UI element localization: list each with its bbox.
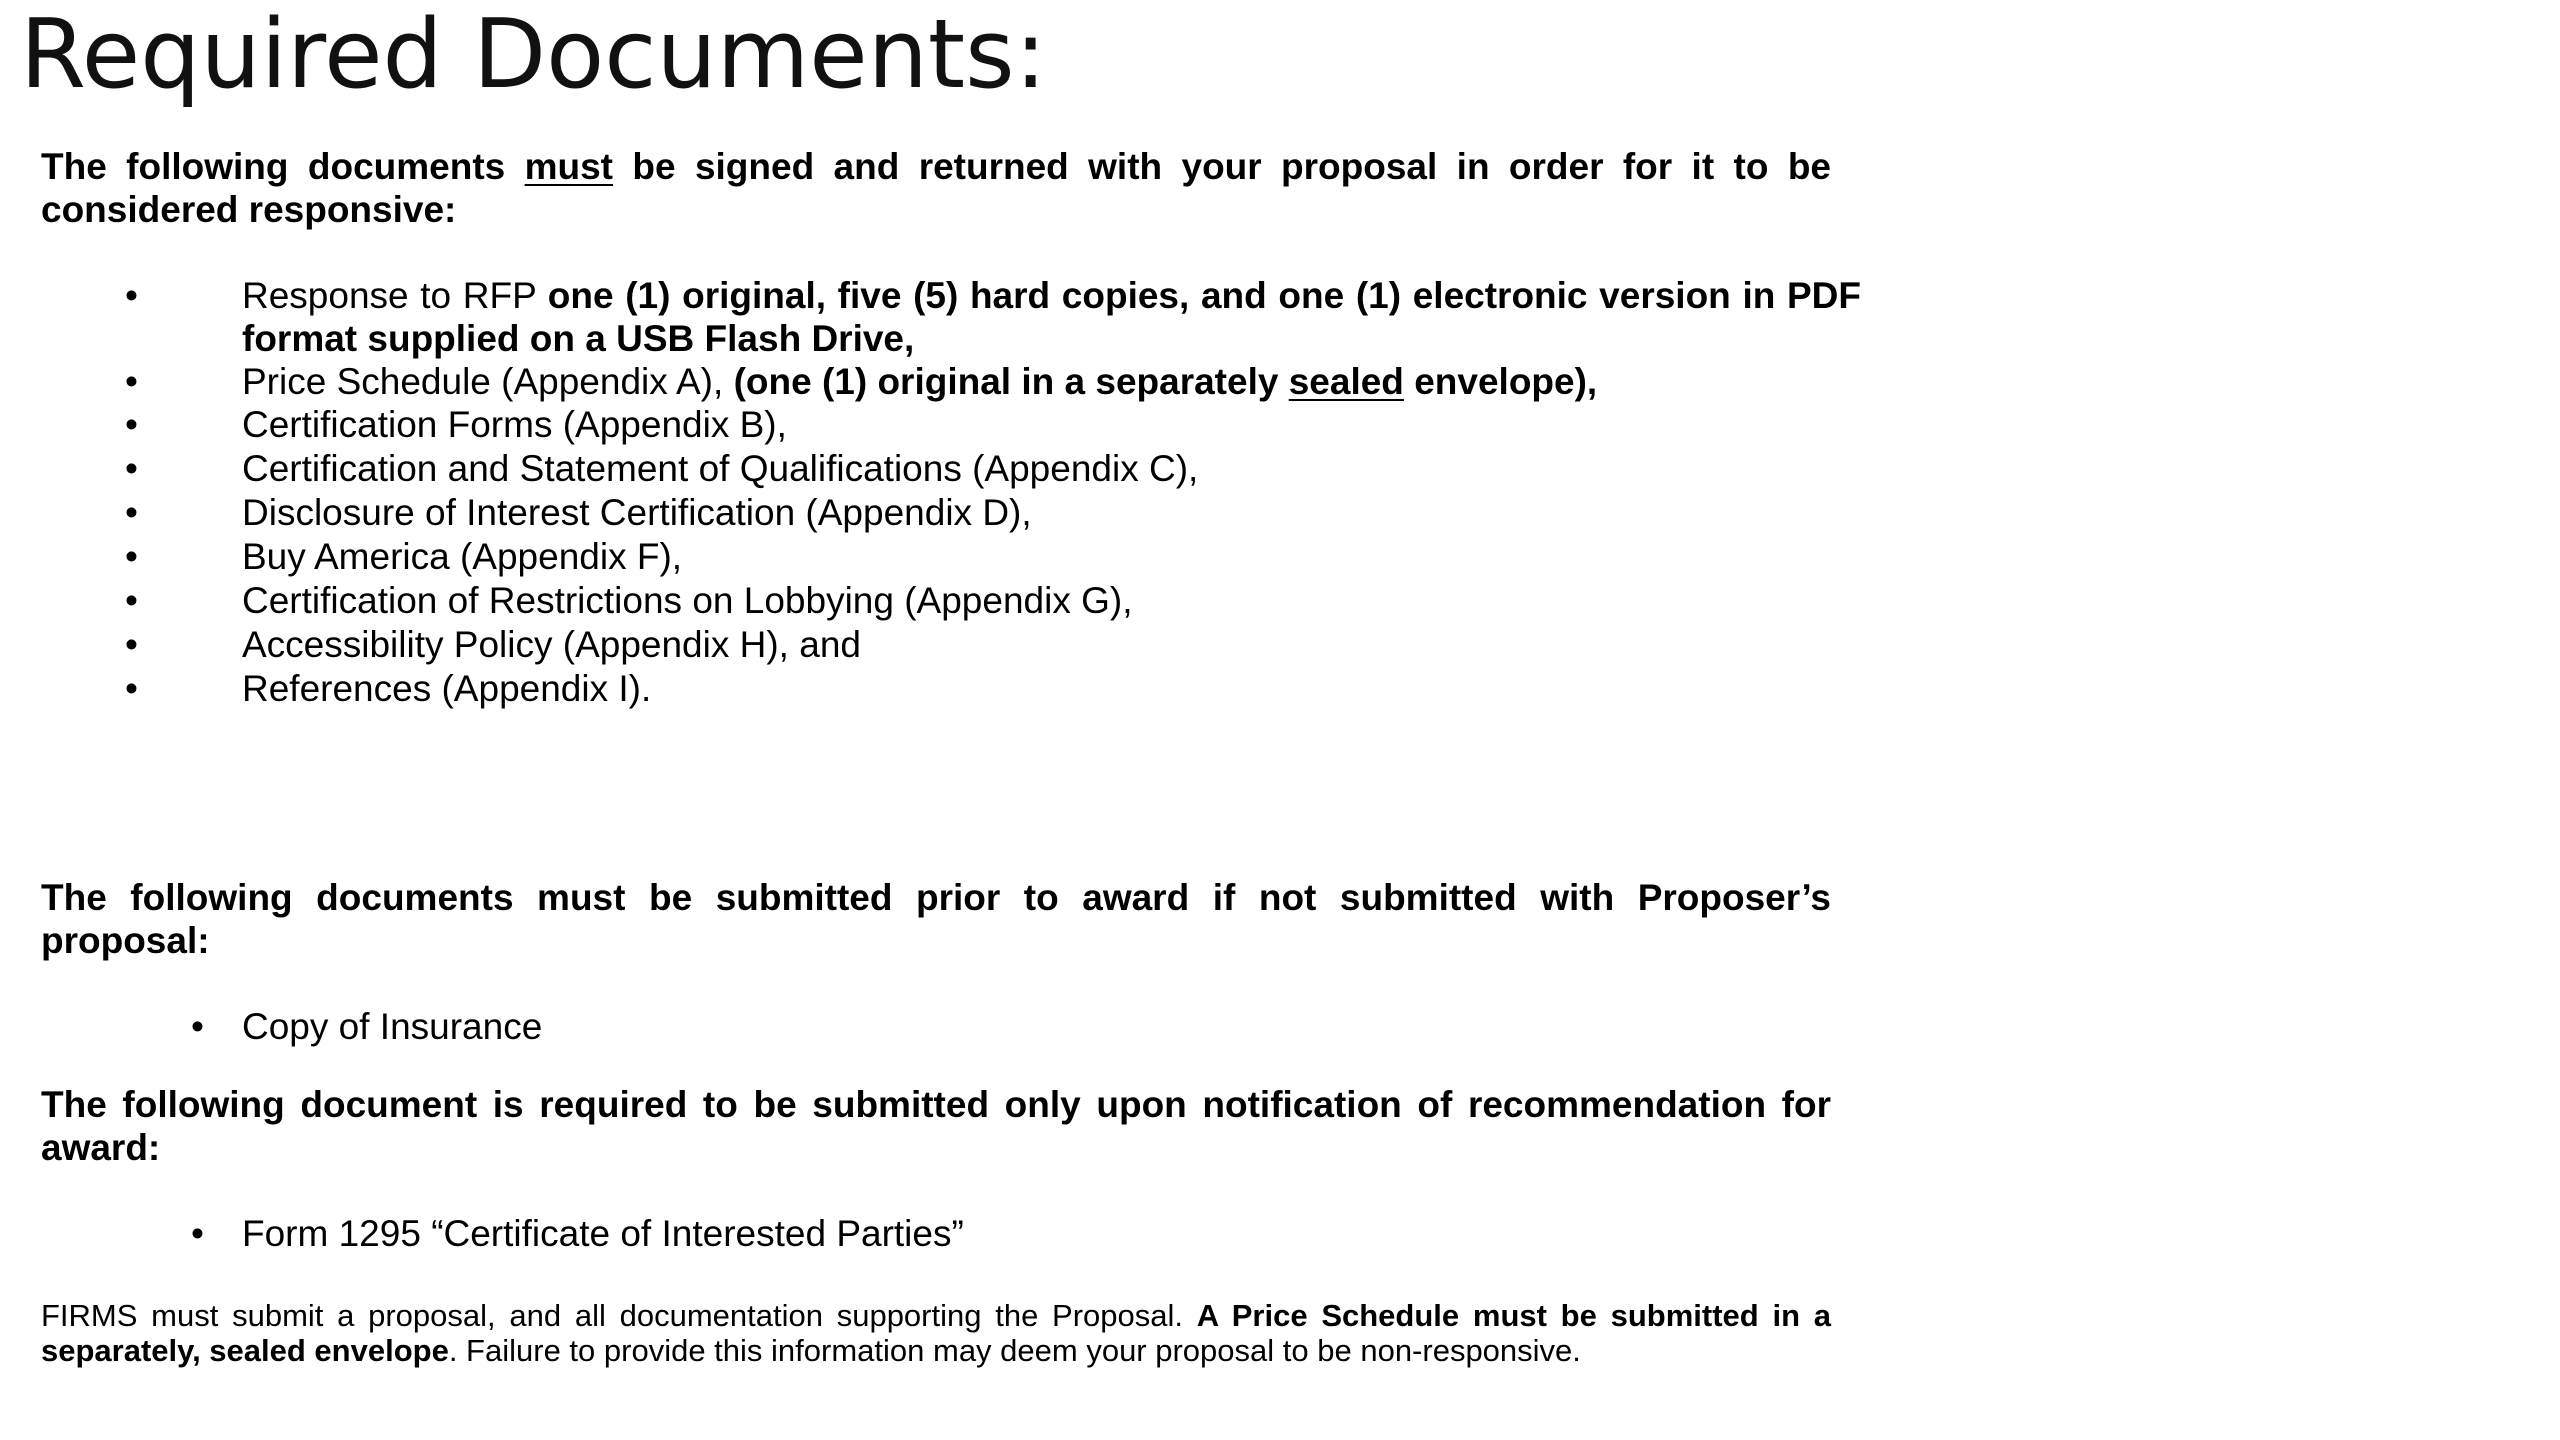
bullet-icon: • bbox=[125, 624, 138, 665]
list-item bbox=[41, 447, 1861, 490]
list-item bbox=[41, 535, 1861, 578]
section1-intro bbox=[41, 145, 1831, 231]
item1-plain: Response to RFP bbox=[242, 275, 548, 316]
list-item-text: Accessibility Policy (Appendix H), and bbox=[242, 624, 861, 665]
item1-bold: one (1) original, five (5) hard copies, and one (1) electronic version in PDF format supplied on a USB Flash Drive, bbox=[242, 275, 1861, 359]
bullet-icon: • bbox=[125, 492, 138, 533]
list-item bbox=[41, 623, 1861, 666]
list-item-text: Form 1295 “Certificate of Interested Parties” bbox=[242, 1213, 964, 1254]
list-item-text: Copy of Insurance bbox=[242, 1006, 543, 1047]
item2-bold-after: envelope), bbox=[1403, 361, 1598, 402]
item2-bold-sealed: sealed bbox=[1288, 361, 1404, 402]
bullet-icon: • bbox=[191, 1213, 204, 1254]
section2-intro: The following documents must be submitted prior to award if not submitted with Proposer’s proposal: bbox=[41, 877, 1831, 961]
list-item-text: Disclosure of Interest Certification (Appendix D), bbox=[242, 492, 1032, 533]
slide-title: Required Documents: bbox=[20, 0, 1047, 110]
document-body bbox=[41, 145, 1861, 1399]
section3 bbox=[41, 1083, 1831, 1255]
bullet-icon: • bbox=[125, 536, 138, 577]
section2 bbox=[41, 876, 1831, 1048]
bullet-icon: • bbox=[125, 668, 138, 709]
list-item-text: Buy America (Appendix F), bbox=[242, 536, 683, 577]
bullet-icon: • bbox=[125, 448, 138, 489]
bullet-icon: • bbox=[125, 580, 138, 621]
section3-intro: The following document is required to be submitted only upon notification of recommendation for award: bbox=[41, 1084, 1831, 1168]
item2-bold-before: (one (1) original in a separately bbox=[733, 361, 1289, 402]
list-item bbox=[41, 579, 1861, 622]
footer-bold: A Price Schedule must be submitted in a separately, sealed envelope bbox=[41, 1298, 1831, 1368]
list-item bbox=[41, 1212, 1831, 1255]
pre-award-list bbox=[41, 1005, 1831, 1048]
notification-list bbox=[41, 1212, 1831, 1255]
bullet-icon: • bbox=[125, 361, 138, 402]
footer-plain-1: FIRMS must submit a proposal, and all documentation supporting the Proposal. bbox=[41, 1298, 1197, 1333]
list-item bbox=[41, 667, 1861, 710]
section1-intro-before: The following documents bbox=[41, 146, 525, 187]
list-item-text: Certification and Statement of Qualifications (Appendix C), bbox=[242, 448, 1199, 489]
footer-plain-2: . Failure to provide this information may deem your proposal to be non-responsive. bbox=[448, 1333, 1581, 1368]
bullet-icon: • bbox=[125, 404, 138, 445]
required-documents-list bbox=[41, 274, 1861, 710]
list-item bbox=[41, 1005, 1831, 1048]
item2-plain: Price Schedule (Appendix A), bbox=[242, 361, 734, 402]
list-item bbox=[41, 403, 1861, 446]
section1-intro-after: be signed and returned with your proposal in order for it to be considered responsive: bbox=[41, 146, 1832, 230]
list-item-text: Certification Forms (Appendix B), bbox=[242, 404, 787, 445]
section1-intro-must: must bbox=[524, 146, 614, 187]
list-item-response-to-rfp bbox=[41, 274, 1861, 360]
list-item-text: References (Appendix I). bbox=[242, 668, 652, 709]
list-item bbox=[41, 491, 1861, 534]
bullet-icon: • bbox=[191, 1006, 204, 1047]
bullet-icon: • bbox=[125, 275, 138, 316]
list-item-price-schedule bbox=[41, 360, 1861, 403]
list-item-text: Certification of Restrictions on Lobbying (Appendix G), bbox=[242, 580, 1133, 621]
footer-note bbox=[41, 1298, 1831, 1368]
